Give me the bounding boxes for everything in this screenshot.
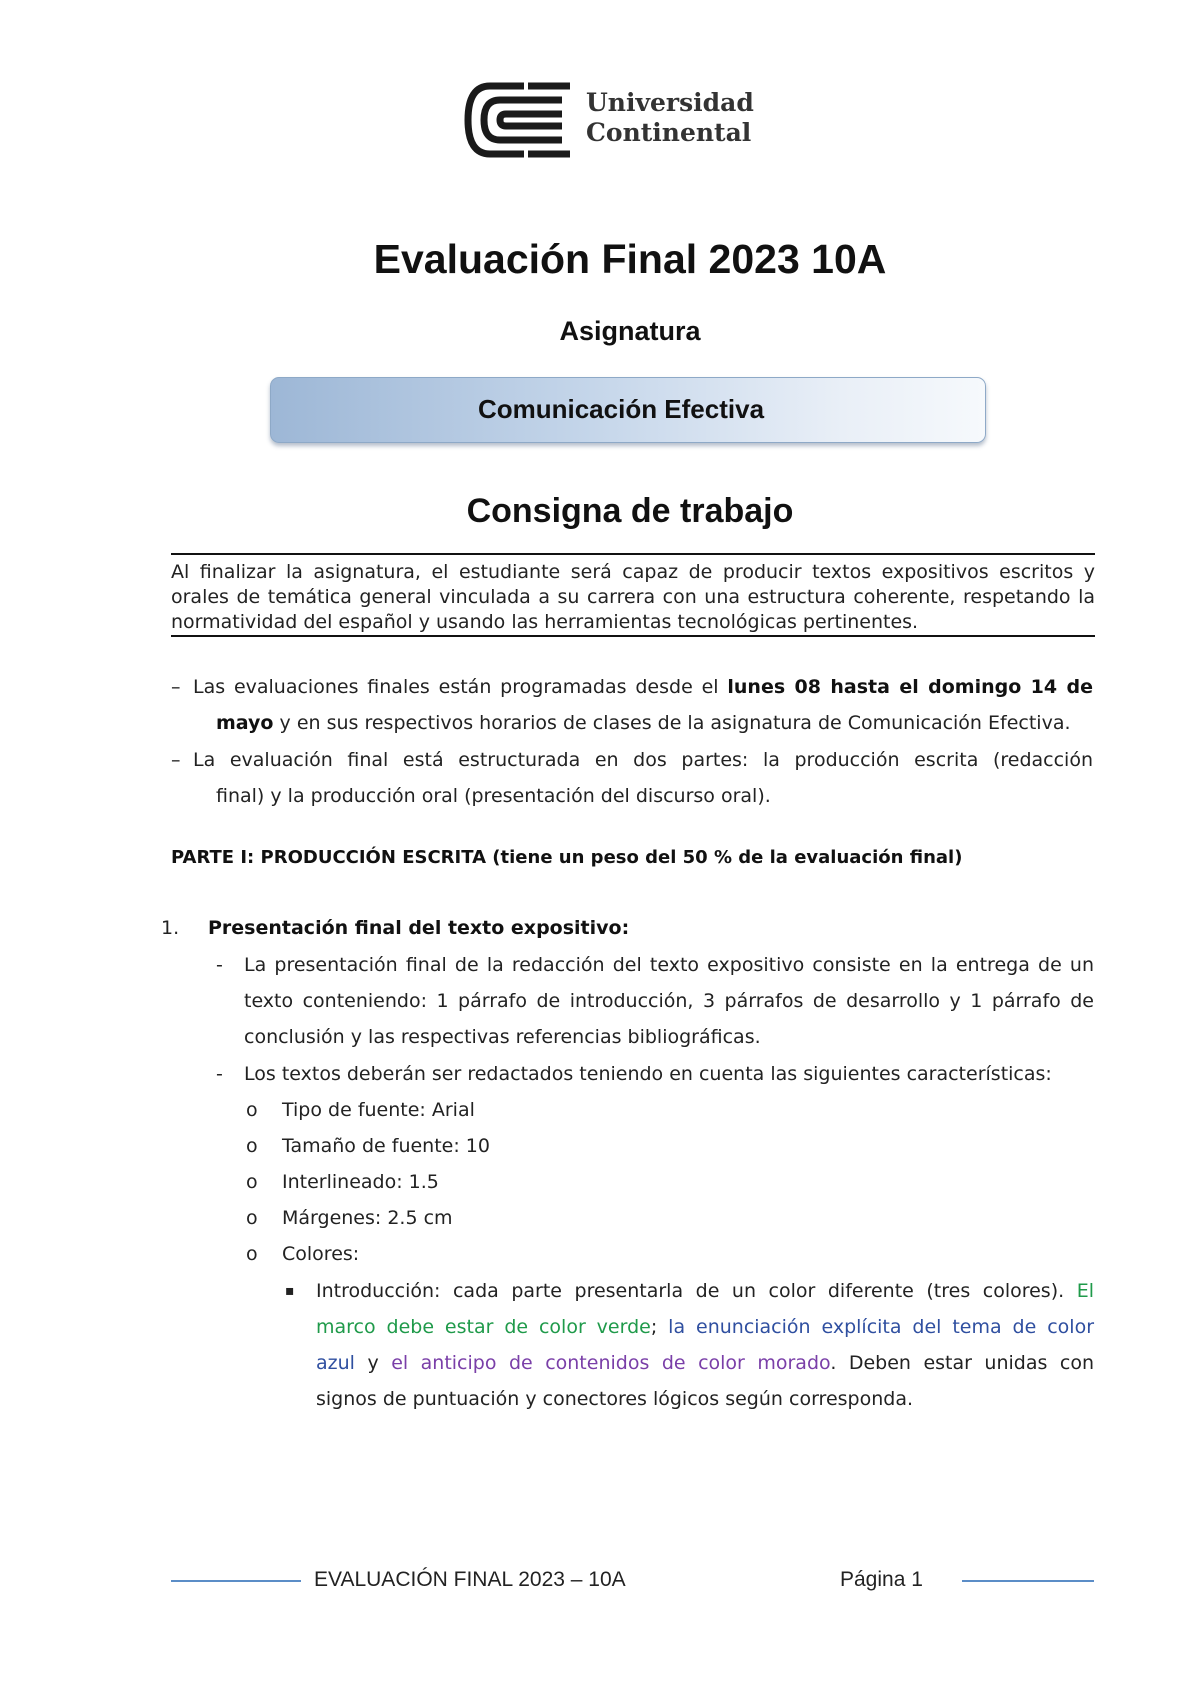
char-item-2: Tamaño de fuente: 10 xyxy=(282,1135,490,1157)
colors-green-start: El xyxy=(1076,1280,1095,1302)
colors-purple-text: el anticipo de contenidos de color morado xyxy=(391,1352,831,1374)
sub-1-line-1: La presentación final de la redacción del texto expositivo consiste en la entrega de un xyxy=(244,954,1094,976)
intro-dash-2: – xyxy=(171,749,181,771)
intro-bullet-1-line-1 xyxy=(193,669,1093,705)
intro-bullet-2-line-2: final) y la producción oral (presentación del discurso oral). xyxy=(216,785,771,807)
char-bullet-4: o xyxy=(246,1207,258,1229)
page-title: Evaluación Final 2023 10A xyxy=(373,236,887,282)
colors-green-text: marco debe estar de color verde xyxy=(316,1316,651,1338)
char-bullet-2: o xyxy=(246,1135,258,1157)
colors-line-3 xyxy=(316,1345,1094,1381)
intro-bullet-1-month: mayo xyxy=(216,712,274,734)
char-bullet-3: o xyxy=(246,1171,258,1193)
intro-bullet-2-line-1: La evaluación final está estructurada en dos partes: la producción escrita (redacción xyxy=(193,749,1093,771)
colors-rest-text: . Deben estar unidas con xyxy=(830,1352,1094,1374)
char-bullet-5: o xyxy=(246,1243,258,1265)
logo-line-1: Universidad xyxy=(586,88,754,117)
sub-dash-2: - xyxy=(216,1063,223,1085)
colors-intro-text: Introducción: cada parte presentarla de un color diferente (tres colores). xyxy=(316,1280,1065,1302)
intro-bullet-1-dates: lunes 08 hasta el domingo 14 de xyxy=(727,676,1093,698)
course-name: Comunicación Efectiva xyxy=(477,394,765,424)
colors-line-4: signos de puntuación y conectores lógicos según corresponda. xyxy=(316,1388,913,1410)
colors-line-1 xyxy=(316,1273,1094,1309)
sub-1-line-2: texto conteniendo: 1 párrafo de introducción, 3 párrafos de desarrollo y 1 párrafo de xyxy=(244,990,1094,1012)
sub-dash-1: - xyxy=(216,954,223,976)
item-1-number: 1. xyxy=(161,917,180,939)
sub-1-line-3: conclusión y las respectivas referencias bibliográficas. xyxy=(244,1026,761,1048)
competence-text: Al finalizar la asignatura, el estudiante será capaz de producir textos expositivos escritos y orales de temática general vinculada a su carrera con una estructura coherente, respetando la normatividad del español y usando las herramientas tecnológicas pertinentes. xyxy=(171,561,1095,633)
sub-2-line-1: Los textos deberán ser redactados teniendo en cuenta las siguientes características: xyxy=(244,1063,1052,1085)
colors-separator: ; xyxy=(650,1316,658,1338)
intro-bullet-1-rest: y en sus respectivos horarios de clases de la asignatura de Comunicación Efectiva. xyxy=(279,712,1071,734)
subject-heading: Asignatura xyxy=(559,316,701,346)
intro-dash-1: – xyxy=(171,676,181,698)
competence-box xyxy=(171,553,1095,637)
colors-and: y xyxy=(367,1352,379,1374)
intro-bullet-1-text: Las evaluaciones finales están programadas desde el xyxy=(193,676,719,698)
logo-wordmark xyxy=(586,88,754,148)
footer-rule-left xyxy=(171,1580,301,1582)
continental-logo-icon xyxy=(462,80,572,160)
footer-rule-right xyxy=(962,1580,1094,1582)
course-banner xyxy=(270,377,986,443)
char-item-3: Interlineado: 1.5 xyxy=(282,1171,439,1193)
colors-bullet: ▪ xyxy=(285,1283,295,1299)
char-item-5: Colores: xyxy=(282,1243,360,1265)
char-item-4: Márgenes: 2.5 cm xyxy=(282,1207,453,1229)
item-1-label: Presentación final del texto expositivo: xyxy=(208,917,630,939)
logo-line-2: Continental xyxy=(586,118,752,147)
colors-blue-end: azul xyxy=(316,1352,355,1374)
section-title: Consigna de trabajo xyxy=(466,492,794,530)
intro-bullet-1-line-2 xyxy=(216,705,1096,741)
colors-blue-text: la enunciación explícita del tema de color xyxy=(668,1316,1094,1338)
char-bullet-1: o xyxy=(246,1099,258,1121)
colors-line-2 xyxy=(316,1309,1094,1345)
char-item-1: Tipo de fuente: Arial xyxy=(282,1099,475,1121)
part-1-heading: PARTE I: PRODUCCIÓN ESCRITA (tiene un peso del 50 % de la evaluación final) xyxy=(171,847,963,868)
footer-page-number: Página 1 xyxy=(840,1568,923,1591)
university-logo xyxy=(462,80,752,160)
footer-title: EVALUACIÓN FINAL 2023 – 10A xyxy=(314,1568,626,1591)
